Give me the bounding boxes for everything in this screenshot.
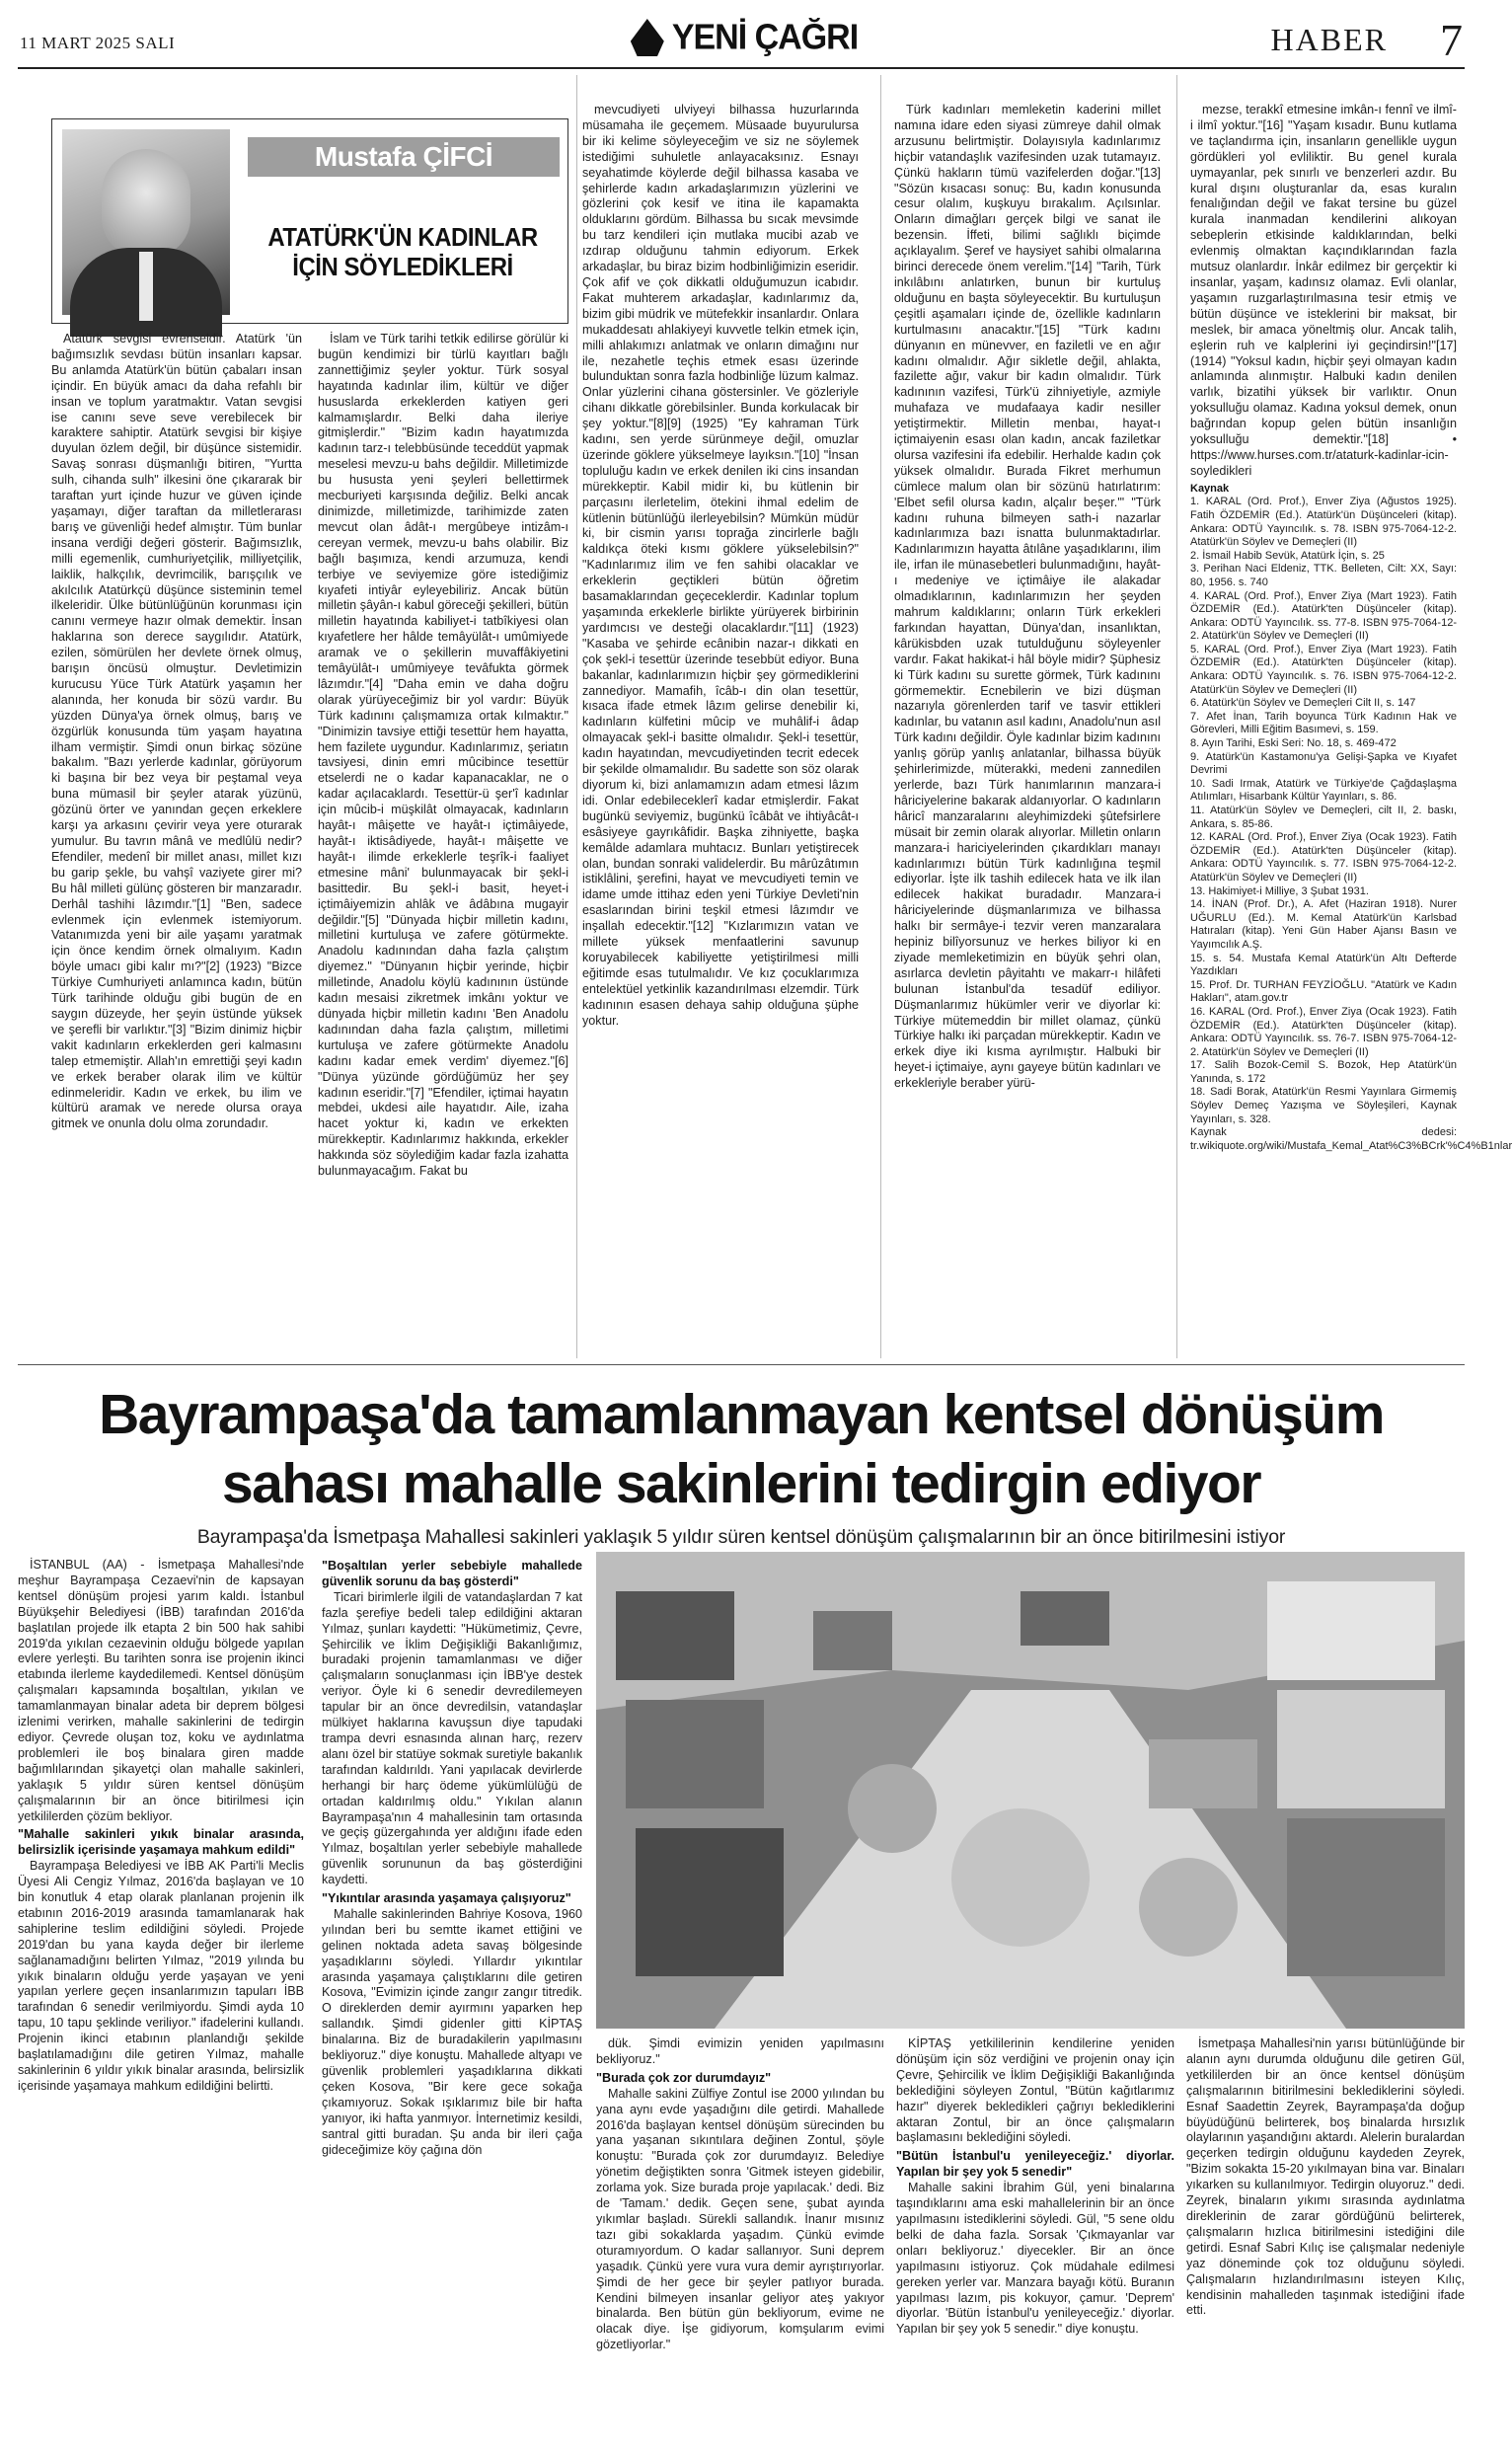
article-text: Türk kadınları memleketin kaderini millet namına idare eden siyasi zümreye dahil olmak arzusunu belirtmiştir. Dolayısıyla kadınlarımız hiçbir vatandaşlık vazifesinden uzak tutamayız. Çünkü hakların tümü vazifelerden doğar."[13] "Sözün kısacası sonuç: Bu, kadın konusunda cesur olalım, kuşkuyu bırakalım. Açılsınlar. Onların dimağları gerçek bilgi ve sanat ile bezensin. İffeti, bilimi sağlıklı biçimde açıklayalım. Şeref ve haysiyet sahibi olmalarına birinci derecede önem verelim."[14] "Tarih, Türk inkılâbını anlatırken, bunun bir kurtuluş olduğunu en başta söyleyecektir. Bu kurtuluşun çeşitli aşamaları içinde de, özellikle kadınların kurtulmasını anacaktır."[15] "Türk kadını dünyanın en münevver, en faziletli ve en ağır kadını olmalıdır. Ağır sikletle değil, ahlakta, fazilette ağır, vakur bir kadın olmalıdır. Türk kadınının vazifesi, Türk'ü zihniyetiyle, azmiyle muhafaza ve mudafaaya kadir nesiller yetiştirmektir. Milletin menbaı, hayat-ı içtimaiyenin esası olan kadın, ancak faziletkar olursa vazifesini ifa edebilir. Herhalde kadın çok yüksek olmalıdır. Burada Fikret merhumun cümlece malum olan bir sözünü hatırlatırım: 'Elbet sefil olursa kadın, alçalır beşer.'" "Türk kadını ruhuna bilmeyen sath-i nazarlar kadınlarımıza bazı isnatta bulunmaktadırlar. Kadınlarımızın hayatta âtılâne yaşadıklarını, ilim ile, irfan ile münasebetleri bulunmadığını, hayât-ı medeniye ve içtimâiye ile alakadar olmadıklarının, kadınlarımızın her şeyden mahrum kaldıklarını; onların Türk erkekleri farkından hayattan, Dünya'dan, insanlıktan, kârükisbden uzak tutulduğunu söyleyenler vardır. Fakat hakikat-i hâl böyle midir? Şüphesiz ki Türk kadını su surette görmek, Türk kadınını görmemektir. Ecnebilerin ve bizi düşman nazarıyla görenlerden tarif ve tasvir ettikleri kadınlar, bu vatanın asıl kadını, Anadolu'nun asıl Türk kadını değildir. Öyle kadınlar bizim kadınını yanlış görüp yanlış anlatanlar, bilhassa büyük şehirlerimizde, müterakki, medeni zannedilen yerlerde, bazı Türk hanımlarının manzara-i hâriciyelerine bakarak aldanıyorlar. O kadınların hâricî manzaralarını aleyhimizdeki şûtefsirlere müsait bir zemin olarak alıyorlar. Milletin onların manzara-i hariciyelerinden çıkardıkları manayı kadınlarımızı bütün Türk kadınlığına teşmil ediyorlar. İşte ilk tashih edilecek hata ve ilk ilan edilecek hakikat buradadır. Manzara-i hâriciyelerinde düşmanlarımıza ve bilhassa halkı bir sermâye-i tezvir veren manzaralara hepiniz bilîyorsunuz ve herkes biliyor ki en ziyade memleketimizin en büyük şehri olan, asırlarca devletin pâyitahtı ve makarr-ı hilâfeti bulunan İstanbul'da tesadüf ediliyor. Düşmanlarımız hükümler verir ve diyorlar ki: Türkiye mütemeddin bir millet olamaz, çünkü Türkiye halkı iki parçadan mürekkeptir. Kadın ve erkek diye iki kısma ayrılmıştır. Halbuki bir heyet-i içtimaiye, aynı gayeye bütün kadınları ve erkekleriyle beraber yürü- bbox=[894, 103, 1161, 1091]
news-text: KİPTAŞ yetkililerinin kendilerine yeniden dönüşüm için söz verdiğini ve projenin onay için Çevre, Şehircilik ve İklim Değişikliği Bakanlığında beklediğini söyleyen Zontul, "Bütün kağıtlarımız hazır" diyerek bekledikleri çağrıyı beklediklerini aktaran Zontul, bir an önce çalışmaların başlamasını beklediğini söyledi. bbox=[896, 2036, 1174, 2145]
article-column-2 bbox=[318, 332, 568, 1352]
article-text: mezse, terakkî etmesine imkân-ı fennî ve ilmî-i ilmî yoktur."[16] "Yaşam kısadır. Bunu kutlama ve taçlandırma için, insanların genellikle uygun gördükleri yol evliliktir. Bu genel kurala uymayanlar, pek sınırlı ve benzerleri azdır. Bu kural dışını oluşturanlar da, esas kuralın fenalığından değil ve fakat tersine bu güzel kurala inanmadan kendilerini alıkoyan sebeplerin etkisinde kaldıklarından, belki evlenmiş olmaktan kaçındıklarından fazla mutsuz olanlardır. İnkâr edilmez bir gerçektir ki insanlar, yaşam, kadınsız olamaz. Evli olanlar, yaşamın ruzgarlaştırılmasına tesir etmiş ve bütün düşünce ve isteklerini bir maksat, bir meslek, bir amaca yöneltmiş olur. Ancak talih, eşlerin ruh ve kalplerini iyi geçindirsin!"[17] (1914) "Yoksul kadın, hiçbir şeyi olmayan kadın anlamında alınmıştır. Halbuki kadın denilen varlık, bizatihi yüksek bir varlıktır. Onun yoksulluğu olamaz. Kadına yoksul demek, onun bağrından kopup gelen bütün insanlığın yoksulluğu demektir."[18] • https://www.hurses.com.tr/ataturk-kadinlar-icin-soyledikleri bbox=[1190, 103, 1457, 478]
source-item: 14. İNAN (Prof. Dr.), A. Afet (Haziran 1918). Nurer UĞURLU (Ed.). M. Kemal Atatürk'ün Karlsbad Hatıraları (kitap). Yeni Gün Haber Ajansı Basın ve Yayımcılık A.Ş. bbox=[1190, 898, 1457, 951]
source-item: 16. KARAL (Ord. Prof.), Enver Ziya (Ocak 1923). Fatih ÖZDEMİR (Ed.). Atatürk'ten Düşünceler (kitap). Ankara: ODTÜ Yayıncılık. ss. 76-7. ISBN 975-7064-12-2. Atatürk'ün Söylev ve Demeçleri (II) bbox=[1190, 1005, 1457, 1058]
source-item: 12. KARAL (Ord. Prof.), Enver Ziya (Ocak 1923). Fatih ÖZDEMİR (Ed.). Atatürk'ten Düşünceler (kitap). Ankara: ODTÜ Yayıncılık. s. 77. ISBN 975-7064-12-2. Atatürk'ün Söylev ve Demeçleri (II) bbox=[1190, 831, 1457, 883]
news-text: Bayrampaşa Belediyesi ve İBB AK Parti'li Meclis Üyesi Ali Cengiz Yılmaz, 2016'da başlayan ve 10 bin konutluk 4 etap olarak planlanan projenin ilk etabının 2016-2019 arasında tamamlanarak hak sahiplerine teslim edildiğini söyledi. Projede 2019'dan bu yana kayda değer bir ilerleme sağlanamadığını belirten Yılmaz, "2019 yılında bu yıkık binaların olduğu yerde yaşayan ve yeni yapılan yerlere geçen insanlarımızın tapuları İBB tarafından 6 senedir verilmiyordu. Şimdi ayda 10 tapu, 10 tapu şeklinde veriliyor." ifadelerini kullandı. Projenin ikinci etabının planlandığı şekilde başlatılamadığını dile getiren Yılmaz, mahalle sakinlerinin 6 yıldır yıkık binalar arasında, belirsizlik içerisinde yaşamaya mahkum edildiğini belirtti. bbox=[18, 1859, 304, 2093]
source-item: 5. KARAL (Ord. Prof.), Enver Ziya (Mart 1923). Fatih ÖZDEMİR (Ed.). Atatürk'ten Düşünceler (kitap). Ankara: ODTÜ Yayıncılık. s. 76. ISBN 975-7064-12-2. Atatürk'ün Söylev ve Demeçleri (II) bbox=[1190, 643, 1457, 696]
column-title: ATATÜRK'ÜN KADINLAR İÇİN SÖYLEDİKLERİ bbox=[267, 222, 538, 281]
article-column-3 bbox=[582, 103, 859, 1352]
source-item: 6. Atatürk'ün Söylev ve Demeçleri Cilt II, s. 147 bbox=[1190, 697, 1416, 710]
source-item: 15. s. 54. Mustafa Kemal Atatürk'ün Altı Defterde Yazdıkları bbox=[1190, 952, 1457, 978]
page-number: 7 bbox=[1440, 15, 1463, 65]
news-subheading: "Boşaltılan yerler sebebiyle mahallede güvenlik sorunu da baş gösterdi" bbox=[322, 1559, 582, 1588]
column-divider bbox=[576, 75, 577, 1358]
source-item: 4. KARAL (Ord. Prof.), Enver Ziya (Mart 1923). Fatih ÖZDEMİR (Ed.). Atatürk'ten Düşünceler (kitap). Ankara: ODTÜ Yayıncılık. ss. 77-8. ISBN 975-7064-12-2. Atatürk'ün Söylev ve Demeçleri (II) bbox=[1190, 589, 1457, 643]
sources-list bbox=[1190, 482, 1512, 1154]
news-photo-demolition-site bbox=[596, 1552, 1465, 2029]
headline-line-2: sahası mahalle sakinlerini tedirgin ediyor bbox=[221, 1452, 1261, 1515]
news-text: İSTANBUL (AA) - İsmetpaşa Mahallesi'nde meşhur Bayrampaşa Cezaevi'nin de kapsayan kentsel dönüşüm projesi yarım kaldı. İstanbul Büyükşehir Belediyesi (İBB) tarafından 2016'da başlatılan projede ilk etapta 2 bin 500 hak sahibi 2019'da yıkılan cezaevinin olduğu bölgede yapılan evlere yerleşti. Bu tarihten sonra ise projenin ikinci etabında ilerleme kaydedilemedi. Kentsel dönüşüm çalışmaları kapsamında boşaltılan, yıkılan ve tamamlanmayan binalar adeta bir deprem bölgesi izlenimi verirken, mahalle sakinlerini de tedirgin ediyor. Çevrede oluşan toz, koku ve aydınlatma problemleri ile boş binalara giren madde bağımlılarından şikayetçi olan mahalle sakinleri, yaklaşık 5 yıldır süren kentsel dönüşüm çalışmalarının bir an önce bitirilmesi için yetkililerden çözüm bekliyor. bbox=[18, 1558, 304, 1823]
source-item: 17. Salih Bozok-Cemil S. Bozok, Hep Atatürk'ün Yanında, s. 172 bbox=[1190, 1059, 1457, 1085]
author-photo bbox=[62, 129, 230, 315]
source-item: 15. Prof. Dr. TURHAN FEYZİOĞLU. "Atatürk ve Kadın Hakları", atam.gov.tr bbox=[1190, 978, 1457, 1005]
header-divider bbox=[18, 67, 1465, 69]
source-items bbox=[1190, 496, 1457, 1126]
source-item: 9. Atatürk'ün Kastamonu'ya Gelişi-Şapka ve Kıyafet Devrimi bbox=[1190, 750, 1457, 777]
news-text: Mahalle sakini Zülfiye Zontul ise 2000 yılından bu yana aynı evde yaşadığını dile getirdi. Mahallede 2016'da başlayan kentsel dönüşüm sürecinden bu yana yaşanan sıkıntılara değinen Zontul, şöyle konuştu: "Burada çok zor durumdayız. Belediye yönetim değiştikten sonra 'Gitmek isteyen gidebilir, zorlama yok. Size burada proje yapılacak.' dedi. Biz de 'Tamam.' dedik. Geçen sene, şubat ayında yıkımlar başladı. Sürekli sallandık. İnanır mısınız tazı gibi sokaklarda yaşadım. Çünkü evimde oturamıyordum. O kadar sallanıyor. Suni deprem yaşadık. Çünkü yere vura vura demir ayrıştırıyorlar. Şimdi de her gece bir şeyler patlıyor burada. Kendini bilmeyen insanlar geliyor ateş yakıyor binalarda. Ben bütün gün bekliyorum, evime ne olacak diye. İşe gidiyorum, komşularım evimi gözetliyorlar." bbox=[596, 2086, 884, 2352]
source-item: 11. Atatürk'ün Söylev ve Demeçleri, cilt II, 2. baskı, Ankara, s. 85-86. bbox=[1190, 805, 1457, 830]
news-subheading: "Burada çok zor durumdayız" bbox=[596, 2070, 772, 2085]
news-text: Ticari birimlerle ilgili de vatandaşlardan 7 kat fazla şerefiye bedeli talep edildiğini aktaran Yılmaz, şunları kaydetti: "Hükümetimiz, Çevre, Şehircilik ve İklim Değişikliği Bakanlığımız, buradaki projenin tamamlanması ve diğer çalışmaların sonuçlanması için İBB'ye destek veriyor. Öyle ki 6 senedir devredilemeyen tapular bir an önce devredilsin, vatandaşlar mülkiyet haklarına kavuşsun diye tapudaki trampa devri esnasında alınan harç, rezerv alanı özel bir statüye sokmak suretiyle bakanlık tarafından kaldırıldı. Yani yapılacak devirlerde herhangi bir harç ödeme yükümlülüğü de ortadan kaldırılmış oldu." Yıkılan alanın Bayrampaşa'nın 4 mahallesinin tam ortasında ve geçiş güzergahında yer aldığını ifade eden Yılmaz, boşaltılan yerler sebebiyle mahallede güvenlik sorununun da baş gösterdiğini kaydetti. bbox=[322, 1589, 582, 1887]
news-subheading: "Mahalle sakinleri yıkık binalar arasında, belirsizlik içerisinde yaşamaya mahkum edildi" bbox=[18, 1827, 304, 1858]
article-text: mevcudiyeti ulviyeyi bilhassa huzurlarında müsamaha ile geçemem. Müsaade buyurulursa bir iki kelime söyleyeceğim ve siz ne söylemek istediğimi suhuletle anlayacaksınız. Esnayı seyahatimde köylerde değil bilhassa kasaba ve şehirlerde kadın arkadaşlarımızın yüzlerini ve gözlerini çok kesif ve itina ile kapamakta olduklarını gördüm. Bilhassa bu sıcak mevsimde bu tarz kendileri için mutlaka mucibi azab ve ızdırap olduğunu tahmin ediyorum. Erkek arkadaşlar, bu biraz bizim hodbinliğimizin eseridir. Çok afif ve çok dikkatli olduğumuzun icabıdır. Fakat muhterem arkadaşlar, kadınlarımız da, bizim gibi müdrik ve mütefekkir insanlardır. Onlara mukaddesatı ahlakiyeyi kuvvetle telkin etmek için, milli ahlakımızı anlatmak ve onların dimağını nur ile, nezahetle teçhis etmek esası üzerinde bulunduktan sonra fazla hodbinliğe lüzum kalmaz. Onlar yüzlerini cihana göstersinler. Ve gözleriyle cihanı dikkatle görebilsinler. Bunda korkulacak bir şey yoktur."[8][9] (1925) "Ey kahraman Türk kadını, sen yerde sürünmeye değil, omuzlar üzerinde göklere yükselmeye layıksın."[10] "İnsan topluluğu kadın ve erkek denilen iki cins insandan mürekkeptir. Kabil midir ki, bu kütlenin bir parçasını ilerletelim, ötekini ihmal edelim de kütlenin bütünlüğü ilerleyebilsin? Mümkün müdür ki, bir cismin yarısı toprağa zincirlerle bağlı kaldıkça öteki kısmı göklere yükselebilsin?" "Kadınlarımız ilim ve fen sahibi olacaklar ve erkeklerin geçtikleri bütün öğretim basamaklarından geçeceklerdir. Kadınlar toplum yaşamında erkeklerle birlikte yürüyerek birbirinin yardımcısı ve desteği olacaklardır."[11] (1923) "Kasaba ve şehirde ecânibin nazar-ı dikkati en çok şekl-i tesettür üzerinde tesebbüt ediyor. Buna bakanlar, kadınlarımızın hiçbir şey görmediklerini zannediyor. Mamafih, îcâb-ı din olan tesettür, kısaca ifade etmek lâzım gelirse denebilir ki, kadınların külfetini mûcip ve muhâlif-i âdap olmayacak şekl-i basitte olmalıdır. Şekl-i tesettür, kadın hayatından, mevcudiyetinden tecrit edecek bir şekilde olmamalıdır. Bu sadette son söz olarak diyorum ki, bizi anlamamızın adam etmesi lâzım idi. Onlar edebileceklerî kadar etmişlerdir. Fakat bugünkü seviyemiz, bugünkü îcâbât ve ihtiyâcât-ı esâsiyeye gayrıkâfidir. Başka zihniyette, başka kemâlde adamlara muhtacız. Bunları yetiştirecek olan, bundan sonraki validelerdir. Bu mârûzâtımın istiklâlini, şerefini, hayat ve mevcudiyeti temin ve idame umde ittihaz eden yeni Türkiye Devleti'nin esaslarından birini teşkil etmesi lâzımdır ve inşallah edecektir."[12] "Kızlarımızın vatan ve millete yüksek menfaatlerini savunup koruyabilecek kabiliyette yetiştirilmesi milli eğitimde esas tutulmalıdır. Ve kız çocuklarımıza entelektüel yetkinlik kazandırılması elzemdir. Türk kadınının esasen dehaya sahip olduğuna şüphe yoktur. bbox=[582, 103, 859, 1028]
source-item: 7. Afet İnan, Tarih boyunca Türk Kadının Hak ve Görevleri, Milli Eğitim Basımevi, s. 159. bbox=[1190, 710, 1457, 736]
column-header-box bbox=[51, 118, 568, 324]
news-text: dük. Şimdi evimizin yeniden yapılmasını bekliyoruz." bbox=[596, 2036, 884, 2066]
logo-icon bbox=[631, 19, 664, 56]
section-divider bbox=[18, 1364, 1465, 1365]
sources-footer: Kaynak dedesi: tr.wikiquote.org/wiki/Mustafa_Kemal_Atat%C3%BCrk'%C4%B1nlar bbox=[1190, 1126, 1512, 1152]
news-subheading: "Bütün İstanbul'u yenileyeceğiz.' diyorlar. Yapılan bir şey yok 5 senedir" bbox=[896, 2149, 1174, 2180]
news-column-1 bbox=[18, 1558, 304, 2450]
news-text: Mahalle sakini İbrahim Gül, yeni binalarına taşındıklarını ama eski mahallelerinin bir an önce yapılmasını istediklerini söyledi. Gül, "5 sene oldu belki de daha fazla. Sorsak 'Çıkmayanlar var onları bekliyoruz.' diyecekler. Bir an önce yapılmasını istiyoruz. Çok müdahale edilmesi gereken yerler var. Manzara bayağı kötü. Buranın yapılması lazım, pis kokuyor, çamur. 'Deprem' diyorlar. 'Bütün İstanbul'u yenileyeceğiz.' diyorlar. Yapılan bir şey yok 5 senedir." diye konuştu. bbox=[896, 2181, 1174, 2337]
logo-text: YENİ ÇAĞRI bbox=[671, 17, 859, 57]
author-name-bar bbox=[248, 137, 560, 177]
article-text: İslam ve Türk tarihi tetkik edilirse görülür ki bugün kendimizi bir türlü kayıtları bağlı zannettiğimiz şeyler yoktur. Türk sosyal hayatında kadınlar ilim, kültür ve diğer hususlarda erkeklerden katiyen geri kalmamışlardır. Belki daha ileriye gitmişlerdir." "Bizim kadın hayatımızda kadının tarz-ı telebbüsünde teceddüt yapmak meselesi mevzu-u bahs değildir. Milletimizde bu hususta yeni şeyleri bellettirmek mecburiyeti karşısında değiliz. Belki ancak dinimizde, milletimizde, tarihimizde zaten mevcut olan âdât-ı mergûbeye intizâm-ı cereyan vermek, mevzu-u bahs olabilir. Biz bağlı başımıza, kendi arzumuza, kendi terbiye ve seviyemize göre istediğimiz kıyafeti intiyâr eyleyebiliriz. Ancak bütün milletin şâyân-ı kabul göreceği şekilleri, bütün milletin hayatında kabiliyet-i tatbîkiyesi olan kıyafetlere her hâlde temâyülât-ı umûmiyede aramak ve o şekillerin muvaffâkiyetini temâyülât-ı umûmiyeye tevâfukta görmek lâzımdır."[4] "Daha emin ve daha doğru olarak yürüyeceğimiz bir yol vardır: Büyük Türk kadınını çalışmamıza ortak kılmaktır." "Dinimizin tavsiye ettiği tesettür hem hayatta, hem fazilete uygundur. Kadınlarımız, şeriatın tavsiyesi, dinin emri mûcibince tesettür etselerdi ne o kadar kapanacaklar, ne o kadar açılacaklardı. Tesettür-ü şer'î kadınlar için mûcib-i müşkilât olmayacak, kadınların hayât-ı mâişette ve hayât-ı içtimâiyede, hayât-ı iktisâdiyede, hayât-ı mâişette ve hayât-ı ilimde erkeklerle teşrîk-i faaliyet etmesine mâni' bulunmayacak bir şekl-i basittedir. Bu şekl-i basit, heyet-i içtimâiyemizin ahlâk ve âdâbına mugayir değildir."[5] "Dünyada hiçbir milletin kadını, milletini kurtuluşa ve zafere götürmekte. Anadolu kadınından daha fazla çalıştım diyemez." "Dünyanın hiçbir yerinde, hiçbir milletinde, Anadolu köylü kadınının üstünde kadın mesaisi zikretmek imkânı yoktur ve dünyada hiçbir milletin kadını 'Ben Anadolu kadınından daha fazla çalıştım, milletimi kurtuluşa ve zafere götürmekte Anadolu kadını kadar emek verdim' diyemez."[6] "Dünya yüzünde gördüğümüz her şey kadının eseridir."[7] "Efendiler, içtimai hayatın mebdei, ukdesi aile hayatıdır. Aile, izaha hacet yoktur ki, kadın ve erkekten mürekkeptir. Kadınlarımız hakkında, erkekler hakkında söz söylediğim kadar fazla izahatta bulunmayacağım. Fakat bu bbox=[318, 332, 568, 1179]
newspaper-logo[interactable] bbox=[628, 16, 861, 59]
source-item: 10. Sadi Irmak, Atatürk ve Türkiye'de Çağdaşlaşma Atılımları, Hisarbank Kültür Yayınları, s. 86. bbox=[1190, 777, 1457, 804]
news-subheading: "Yıkıntılar arasında yaşamaya çalışıyoruz" bbox=[322, 1891, 571, 1906]
news-spot: Bayrampaşa'da İsmetpaşa Mahallesi sakinleri yaklaşık 5 yıldır süren kentsel dönüşüm çalışmalarının bir an önce bitirilmesini istiyor bbox=[196, 1526, 1286, 1548]
source-item: 13. Hakimiyet-i Milliye, 3 Şubat 1931. bbox=[1190, 884, 1369, 897]
news-column-3 bbox=[596, 2036, 884, 2450]
column-divider bbox=[880, 75, 881, 1358]
column-divider bbox=[1176, 75, 1177, 1358]
source-item: 1. KARAL (Ord. Prof.), Enver Ziya (Ağustos 1925). Fatih ÖZDEMİR (Ed.). Atatürk'ün Düşünceleri (kitap). Ankara: ODTÜ Yayıncılık. s. 78. ISBN 975-7064-12-2. Atatürk'ün Söylev ve Demeçleri (II) bbox=[1190, 496, 1457, 549]
source-item: 3. Perihan Naci Eldeniz, TTK. Belleten, Cilt: XX, Sayı: 80, 1956. s. 740 bbox=[1190, 563, 1457, 588]
article-text: Atatürk sevgisi evrenseldir. Atatürk 'ün bağımsızlık sevdası bütün insanları kapsar. Bu anlamda Atatürk'ün bütün çabaları insan içindir. En büyük amacı da daha refahlı bir insan ve toplum yaratmaktır. Vatan sevgisi ise canını seve seve verebilecek bir karaktere sahiptir. Atatürk sevgisi bir kişiye duyulan özlem değil, bir düşünce sistemidir. Savaş sonrası düşmanlığı bitiren, "Yurtta sulh, cihanda sulh" ilkesini öne çıkararak bir taraftan yurt içinde huzur ve güven içinde yaşamayı, diğer taraftan da milletlerarası barış ve güvenliği hedef almıştır. Tüm bunlar insana verdiği değeri gösterir. Bağımsızlık, milli egemenlik, cumhuriyetçilik, milliyetçilik, laiklik, halkçılık, devrimcilik, barışçılık ve akılcılık Atatürkçü düşünce sisteminin temel ilkeleridir. Ülke bütünlüğünün korunması için canını vermeye hazır olmak demektir. İnsan haklarına son derece saygılıdır. Atatürk, ezilen, sömürülen her devlete örnek olmuş, barışın öncüsü olmuştur. Devletimizin kurucusu Yüce Türk Atatürk yaşamın her alanında, her konuda bir sözü vardır. Bu yüzden Dünya'ya örnek olmuş, barış ve özgürlük konusunda tüm yaşam hayatına ilham vermiştir. Şimdi onun birkaç sözüne bakalım. "Bazı yerlerde kadınlar, görüyorum ki başına bir bez veya bir peştamal veya buna mümasil bir şeyler atarak yüzünü, gözünü örter ve yanından geçen erkeklere karşı ya arkasını çevirir veya yere oturarak yumulur. Bu tavrın mânâ ve medlûlü nedir? Efendiler, medenî bir millet anası, millet kızı bu garip şekle, bu vahşî vaziyete girer mi? Bu hâl milleti gülünç gösteren bir manzaradır. Derhâl tashihi lâzımdır."[1] "Ben, sadece evlenmek için evlenmek istemiyorum. Vatanımızda yeni bir aile yaşamı yaratmak için önce kendim örnek olmalıyım. Kadın böyle umacı gibi kalır mı?"[2] (1923) "Bizce Türkiye Cumhuriyeti anlamınca kadın, bütün Türk tarihinde olduğu gibi bugün de en saygın düzeyde, her şeyin üstünde yüksek ve şerefli bir varlıktır."[3] "Bizim dinimiz hiçbir vakit kadınların erkeklerden geri kalmasını talep etmemiştir. Allah'ın emrettiği şeyi kadın ve erkek beraber olarak ilim ve kültür edinmeleridir. Kadın ve erkek, bu ilim ve kültürü aramak ve nerede olursa oraya gitmek ve onunla dolu olma zorundadır. bbox=[51, 332, 302, 1131]
news-text: Mahalle sakinlerinden Bahriye Kosova, 1960 yılından beri bu semtte ikamet ettiğini ve gelinen noktada adeta savaş bölgesinde yaşadıklarını söyledi. Yıllardır yıkıntılar arasında yaşamaya çalıştıklarını dile getiren Kosova, "Evimizin içinde zangır zangır titredik. O direklerden demir ayırmını yaparken hep sallandık. Şimdi gidenler gitti KİPTAŞ binalarına. Biz de buradakilerin yapılmasını bekliyoruz." diye konuştu. Mahallede altyapı ve güvenlik problemleri yaşadıklarına dikkati çeken Kosova, "Bir kere gece sokağa çıkamıyoruz. Sokak ışıklarımız bile bir hafta yanıyor, iki hafta yanmıyor. İnternetimiz kesildi, santral gitti buradan. Şu anda bir ileri çağa gideceğimize köy çağına dön bbox=[322, 1906, 582, 2157]
source-item: 18. Sadi Borak, Atatürk'ün Resmi Yayınlara Girmemiş Söylev Demeç Yazışma ve Söyleşileri, Kaynak Yayınları, s. 328. bbox=[1190, 1086, 1457, 1125]
article-column-5 bbox=[1190, 103, 1512, 1352]
article-column-4 bbox=[894, 103, 1161, 1352]
section-title: HABER bbox=[1270, 22, 1388, 57]
author-name: Mustafa ÇİFCİ bbox=[314, 141, 493, 172]
news-column-4 bbox=[896, 2036, 1174, 2450]
issue-date: 11 MART 2025 SALI bbox=[20, 34, 176, 52]
source-item: 8. Ayın Tarihi, Eski Seri: No. 18, s. 469-472 bbox=[1190, 737, 1397, 750]
headline-line-1: Bayrampaşa'da tamamlanmayan kentsel dönüşüm bbox=[99, 1383, 1384, 1446]
article-column-1 bbox=[51, 332, 302, 1352]
news-column-5 bbox=[1186, 2036, 1465, 2450]
news-headline bbox=[18, 1380, 1465, 1518]
news-column-2 bbox=[322, 1556, 582, 2450]
sources-label: Kaynak bbox=[1190, 482, 1230, 495]
source-item: 2. İsmail Habib Sevük, Atatürk İçin, s. 25 bbox=[1190, 549, 1385, 562]
news-text: İsmetpaşa Mahallesi'nin yarısı bütünlüğünde bir alanın aynı durumda olduğunu dile getiren Gül, yetkililerden bir an önce kentsel dönüşüm çalışmalarının bitirilmesini beklediklerini söyledi. Esnaf Saadettin Zeyrek, Bayrampaşa'da doğup büyüdüğünü belirterek, boş binalarda hırsızlık olaylarının yaşandığını aktardı. Alelerin buralardan geçerken tedirgin olduğunu kaydeden Zeyrek, "Bizim sokakta 15-20 yıkılmayan bina var. Binaları yıkarken su kullanılmıyor. Tedirgin oluyoruz." dedi. Zeyrek, binaların yıkımı sırasında aydınlatma direklerinin de zarar gördüğünü belirterek, çalışmaların hızlıca bitirilmesini istediğini dile getirdi. Esnaf Sabri Kılıç ise çalışmalar nedeniyle yaz döneminde çok toz olduğunu söyledi. Çalışmaların hızlandırılmasını isteyen Kılıç, kendisinin mahalleden taşınmak istediğini ifade etti. bbox=[1186, 2036, 1465, 2318]
